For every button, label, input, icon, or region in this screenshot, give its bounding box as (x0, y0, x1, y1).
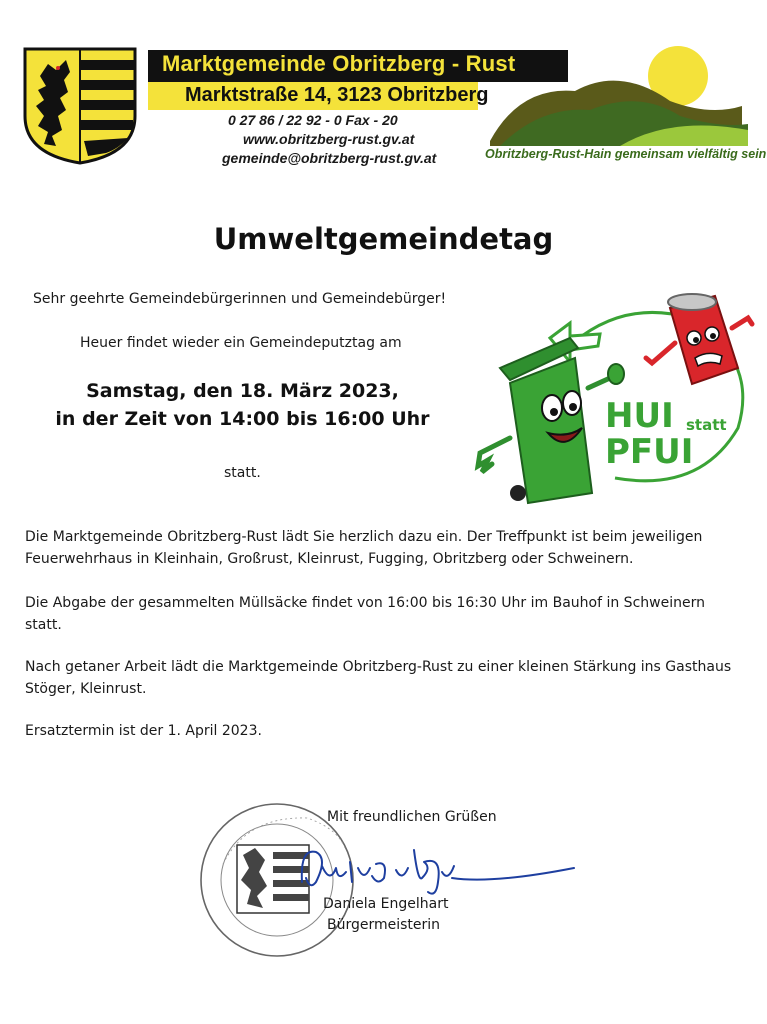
event-time: in der Zeit von 14:00 bis 16:00 Uhr (55, 408, 430, 430)
paragraph-backup-date: Ersatztermin ist der 1. April 2023. (25, 723, 262, 739)
logo-hui-text: HUI (605, 396, 674, 436)
intro-text: Heuer findet wieder ein Gemeindeputztag am (80, 335, 402, 351)
closing-greeting: Mit freundlichen Grüßen (327, 809, 497, 825)
document-title: Umweltgemeindetag (213, 222, 554, 256)
statt-text: statt. (224, 465, 261, 481)
municipality-title: Marktgemeinde Obritzberg - Rust (162, 51, 516, 76)
logo-statt-text: statt (686, 416, 727, 434)
hills-graphic-icon (480, 46, 748, 146)
event-date: Samstag, den 18. März 2023, (86, 380, 399, 402)
signer-name: Daniela Engelhart (323, 896, 449, 912)
paragraph-refreshment: Nach getaner Arbeit lädt die Marktgemeinde Obritzberg-Rust zu einer kleinen Stärkung ins Gasthaus Stöger, Kleinrust. (25, 659, 732, 697)
greeting: Sehr geehrte Gemeindebürgerinnen und Gemeindebürger! (33, 291, 447, 307)
slogan: Obritzberg-Rust-Hain gemeinsam vielfältig sein (485, 147, 767, 161)
paragraph-drop-off: Die Abgabe der gesammelten Müllsäcke findet von 16:00 bis 16:30 Uhr im Bauhof in Schweinern statt. (25, 595, 705, 633)
logo-pfui-text: PFUI (605, 432, 694, 472)
website-link[interactable]: www.obritzberg-rust.gv.at (243, 131, 415, 147)
signer-role: Bürgermeisterin (327, 917, 441, 933)
hui-statt-pfui-logo (470, 288, 755, 518)
coat-of-arms-icon (22, 46, 138, 166)
phone-fax: 0 27 86 / 22 92 - 0 Fax - 20 (228, 112, 398, 128)
paragraph-meeting-point: Die Marktgemeinde Obritzberg-Rust lädt Sie herzlich dazu ein. Der Treffpunkt ist beim jeweiligen Feuerwehrhaus in Kleinhain, Großrust, Kleinrust, Fugging, Obritzberg oder Schweinern. (25, 529, 703, 567)
municipality-address: Marktstraße 14, 3123 Obritzberg (185, 84, 489, 106)
email-link[interactable]: gemeinde@obritzberg-rust.gv.at (222, 150, 437, 166)
